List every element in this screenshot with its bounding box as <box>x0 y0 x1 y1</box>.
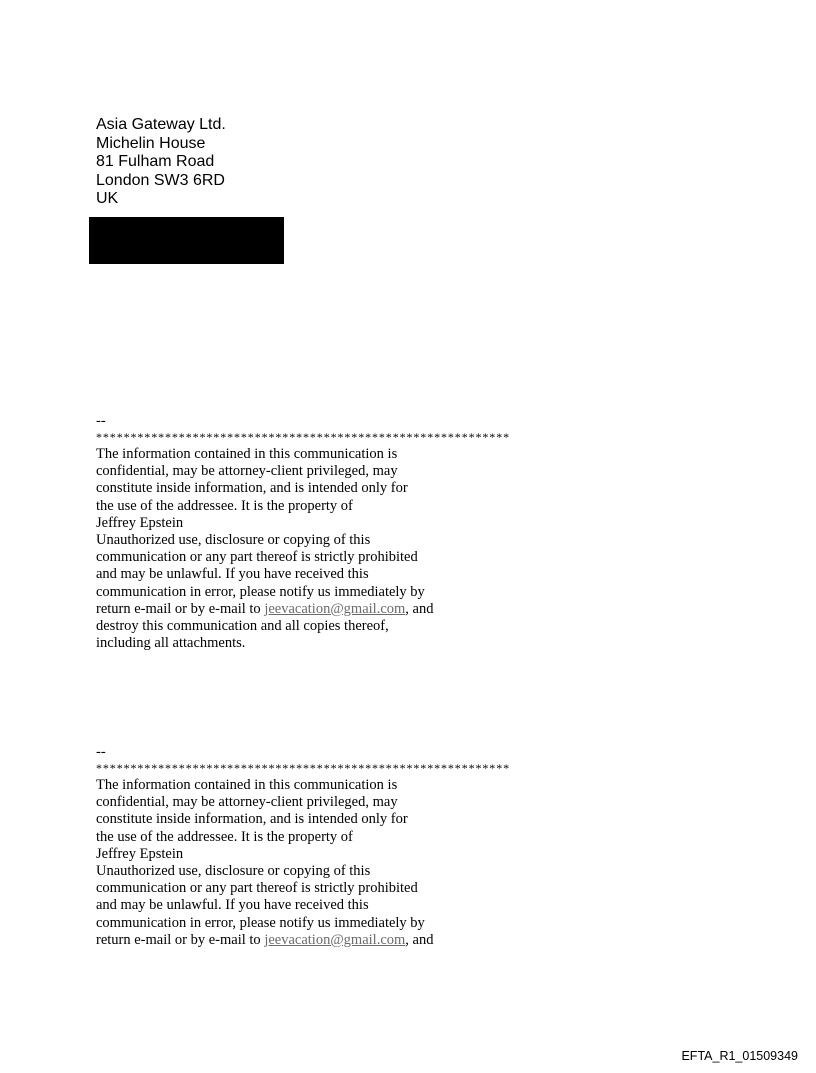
notice-line-email <box>96 601 510 618</box>
notice-line: confidential, may be attorney-client privileged, may <box>96 463 398 480</box>
notice-line-owner: Jeffrey Epstein <box>96 514 184 531</box>
notice-line: the use of the addressee. It is the property of <box>96 497 353 514</box>
document-id: EFTA_R1_01509349 <box>681 1049 798 1063</box>
address-line-country: UK <box>96 190 119 207</box>
notice-line-owner: Jeffrey Epstein <box>96 845 184 862</box>
notice-line: communication or any part thereof is strictly prohibited <box>96 880 418 897</box>
notice-line: The information contained in this communication is <box>96 777 398 793</box>
asterisk-divider: ************************************************************ <box>96 761 510 775</box>
notice-line: the use of the addressee. It is the property of <box>96 828 353 845</box>
asterisk-divider: ************************************************************ <box>96 430 510 444</box>
notice-line: confidential, may be attorney-client privileged, may <box>96 794 398 811</box>
notice-line: The information contained in this communication is <box>96 446 398 462</box>
signature-separator: -- <box>96 413 106 429</box>
signature-separator: -- <box>96 744 106 760</box>
notice-line: communication or any part thereof is strictly prohibited <box>96 549 418 566</box>
email-prefix: return e-mail or by e-mail to <box>96 600 265 617</box>
confidentiality-notice-1 <box>96 413 510 652</box>
email-link[interactable]: jeevacation@gmail.com <box>264 931 406 948</box>
address-line-street: 81 Fulham Road <box>96 153 215 170</box>
email-suffix: , and <box>405 600 434 617</box>
redaction-block <box>89 217 284 264</box>
address-line-company: Asia Gateway Ltd. <box>96 116 226 133</box>
notice-line-email <box>96 932 510 949</box>
address-line-city: London SW3 6RD <box>96 171 225 189</box>
notice-line: communication in error, please notify us immediately by <box>96 583 425 600</box>
notice-line: including all attachments. <box>96 635 246 652</box>
notice-line: Unauthorized use, disclosure or copying of this <box>96 532 371 549</box>
email-suffix: , and <box>405 931 434 948</box>
confidentiality-notice-2 <box>96 744 510 949</box>
mailing-address <box>96 116 226 209</box>
notice-line: and may be unlawful. If you have received this <box>96 566 369 583</box>
notice-line: communication in error, please notify us immediately by <box>96 914 425 931</box>
notice-line: constitute inside information, and is intended only for <box>96 811 408 828</box>
email-link[interactable]: jeevacation@gmail.com <box>264 600 406 617</box>
address-line-building: Michelin House <box>96 134 206 152</box>
email-prefix: return e-mail or by e-mail to <box>96 931 265 948</box>
notice-line: Unauthorized use, disclosure or copying of this <box>96 863 371 880</box>
notice-line: destroy this communication and all copies thereof, <box>96 618 389 635</box>
notice-line: constitute inside information, and is intended only for <box>96 480 408 497</box>
notice-line: and may be unlawful. If you have received this <box>96 897 369 914</box>
